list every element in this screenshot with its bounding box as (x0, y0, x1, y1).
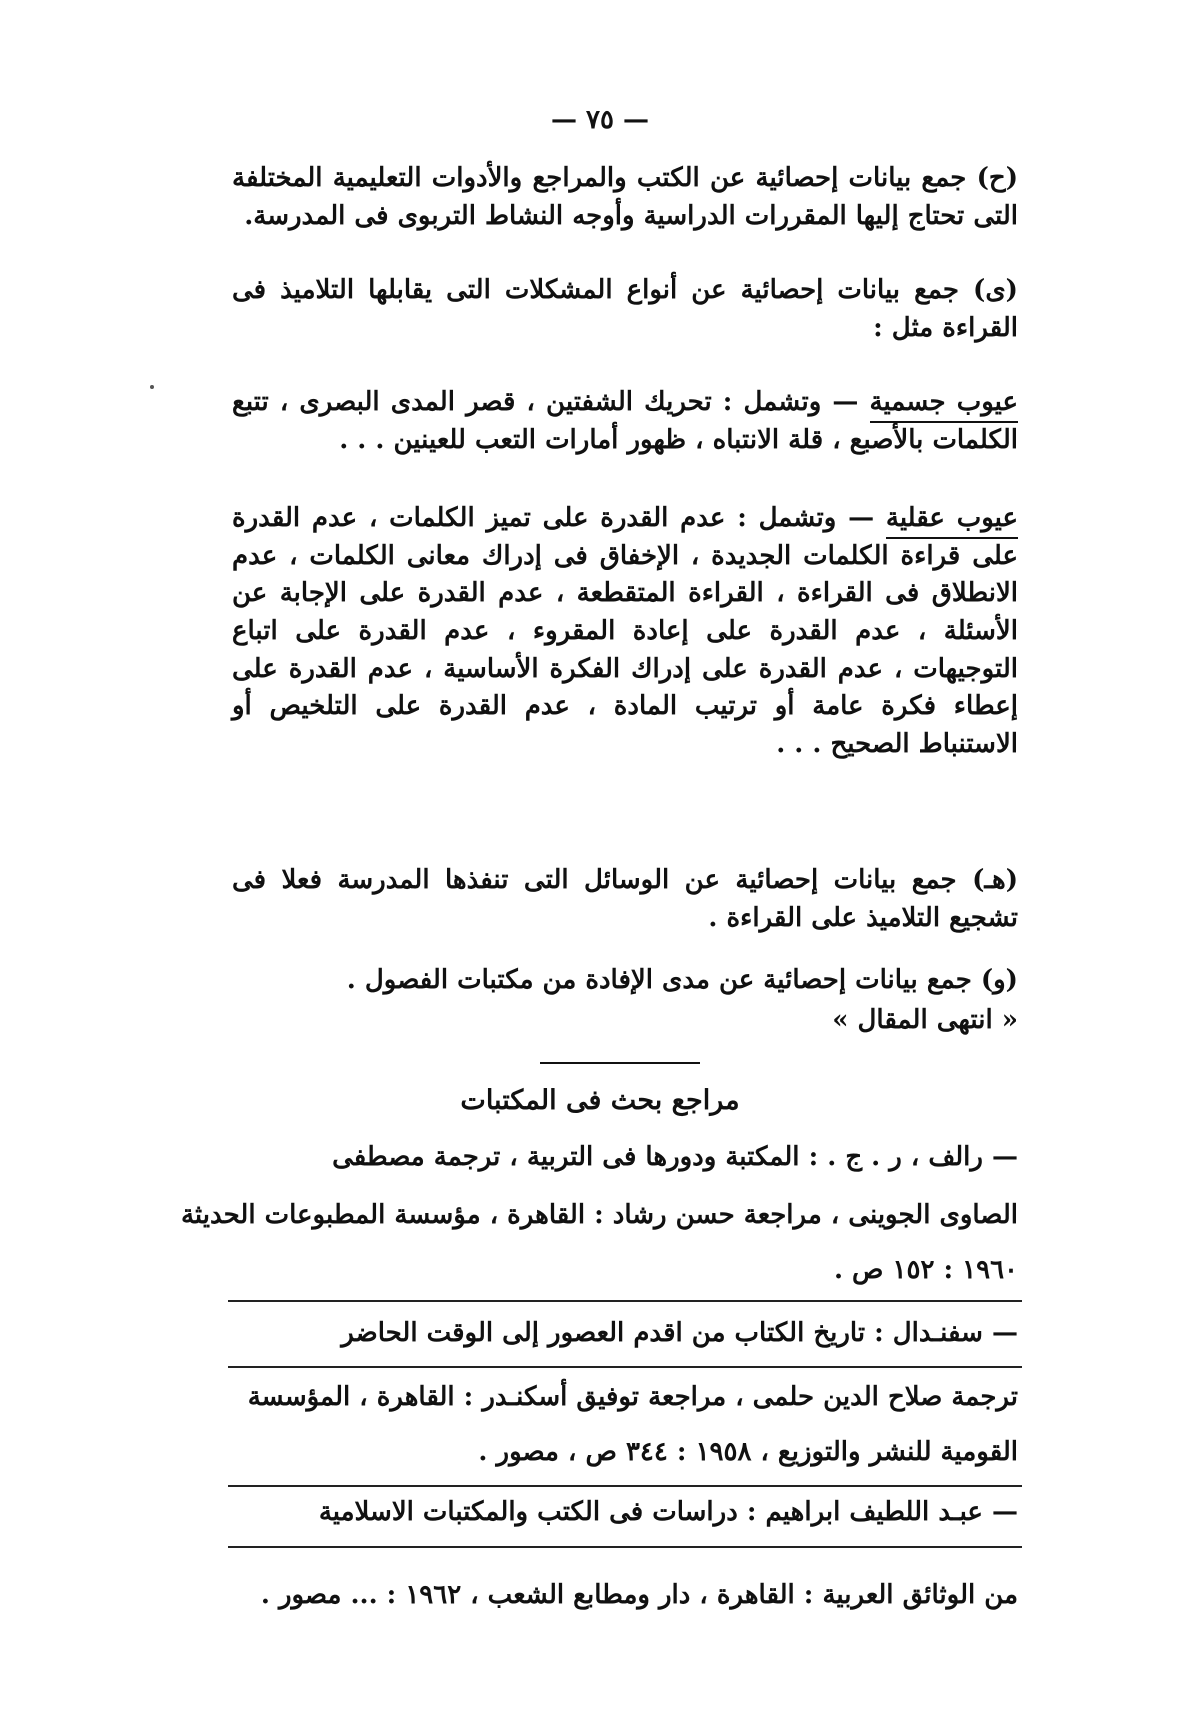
mental-defects-label: عيوب عقلية (886, 503, 1018, 539)
page-number: — ٧٥ — (550, 105, 650, 135)
scan-speck (150, 385, 154, 389)
reference-3-line-2: من الوثائق العربية : القاهرة ، دار ومطابع الشعب ، ١٩٦٢ : ... مصور . (260, 1580, 1018, 1610)
paragraph-e: (هـ) جمع بيانات إحصائية عن الوسائل التى تنفذها المدرسة فعلا فى تشجيع التلاميذ على القراءة . (232, 865, 1018, 933)
physical-defects-paragraph (232, 384, 1018, 459)
paragraph-c: (ح) جمع بيانات إحصائية عن الكتب والمراجع والأدوات التعليمية المختلفة التى تحتاج إليها المقررات الدراسية وأوجه النشاط التربوى فى المدرسة. (232, 163, 1018, 231)
reference-separator-3 (228, 1485, 1022, 1487)
physical-defects-label: عيوب جسمية (870, 387, 1018, 423)
reference-2-line-3: القومية للنشر والتوزيع ، ١٩٥٨ : ٣٤٤ ص ، مصور . (478, 1437, 1018, 1467)
references-heading: مراجع بحث فى المكتبات (460, 1085, 740, 1116)
section-divider (540, 1062, 700, 1064)
reference-3-line-1: — عبـد اللطيف ابراهيم : دراسات فى الكتب والمكتبات الاسلامية (318, 1497, 1018, 1527)
reference-separator-2 (228, 1366, 1022, 1368)
reference-2-line-1: — سفنـدال : تاريخ الكتاب من اقدم العصور إلى الوقت الحاضر (341, 1318, 1018, 1348)
reference-separator-1 (228, 1300, 1022, 1302)
paragraph-f: (و) جمع بيانات إحصائية عن مدى الإفادة من مكتبات الفصول . (346, 965, 1018, 995)
paragraph-d: (ى) جمع بيانات إحصائية عن أنواع المشكلات التى يقابلها التلاميذ فى القراءة مثل : (232, 275, 1018, 343)
mental-defects-text: — وتشمل : عدم القدرة على تميز الكلمات ، عدم القدرة على قراءة الكلمات الجديدة ، الإخفاق فى إدراك معانى الكلمات ، عدم الانطلاق فى القراءة ، القراءة المتقطعة ، عدم القدرة على الإجابة عن الأسئلة ، عدم القدرة على إعادة المقروء ، عدم القدرة على اتباع التوجيهات ، عدم القدرة على إدراك الفكرة الأساسية ، عدم القدرة على إعطاء فكرة عامة أو ترتيب المادة ، عدم القدرة على التلخيص أو الاستنباط الصحيح . . . (232, 503, 1018, 760)
reference-separator-4 (228, 1546, 1022, 1548)
reference-2-line-2: ترجمة صلاح الدين حلمى ، مراجعة توفيق أسكنـدر : القاهرة ، المؤسسة (247, 1382, 1018, 1412)
reference-1-line-2: الصاوى الجوينى ، مراجعة حسن رشاد : القاهرة ، مؤسسة المطبوعات الحديثة (180, 1200, 1018, 1230)
end-note: « انتهى المقال » (832, 1005, 1018, 1035)
mental-defects-paragraph (232, 500, 1018, 764)
physical-defects-text: — وتشمل : تحريك الشفتين ، قصر المدى البصرى ، تتبع الكلمات بالأصبع ، قلة الانتباه ، ظهور أمارات التعب للعينين . . . (232, 387, 1018, 455)
reference-1-line-3: ١٩٦٠ : ١٥٢ ص . (833, 1255, 1018, 1285)
reference-1-line-1: — رالف ، ر . ج . : المكتبة ودورها فى التربية ، ترجمة مصطفى (332, 1142, 1018, 1172)
